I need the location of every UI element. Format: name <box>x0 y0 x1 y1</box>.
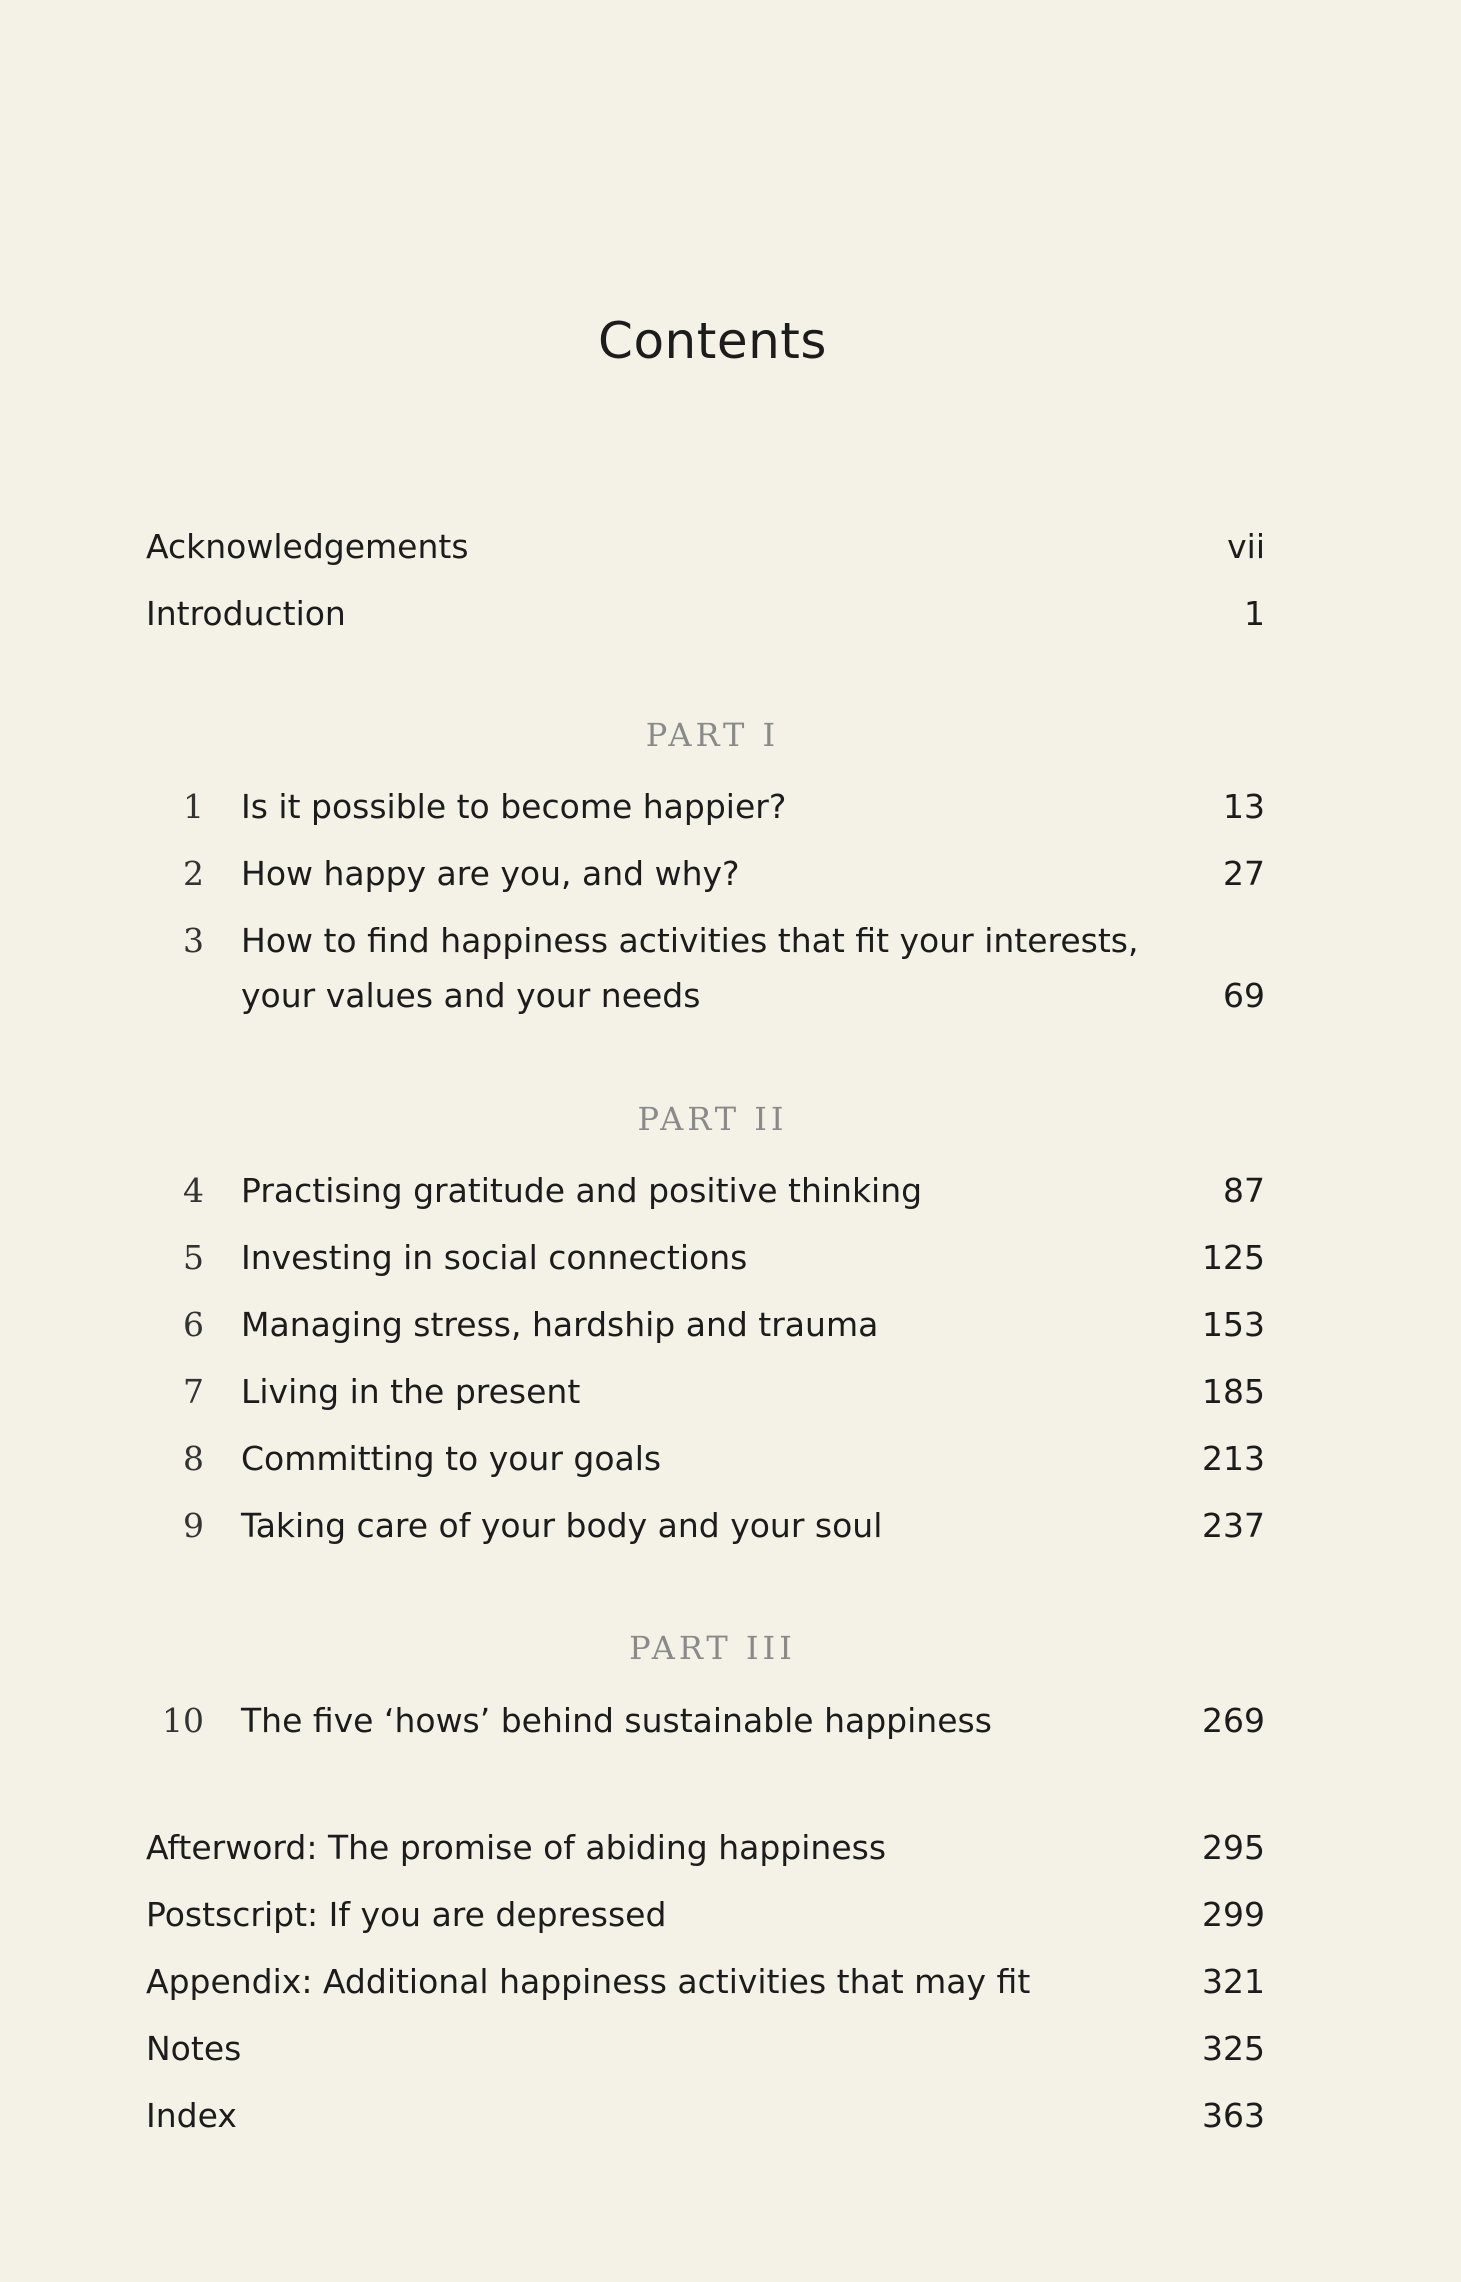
chapter-number: 3 <box>183 921 204 960</box>
toc-entry-introduction[interactable] <box>0 589 1461 639</box>
toc-entry-notes[interactable] <box>0 2024 1461 2074</box>
chapter-number: 2 <box>183 854 204 893</box>
toc-entry-label: Postscript: If you are depressed <box>146 1895 667 1934</box>
toc-entry-page: 325 <box>1202 2029 1265 2068</box>
toc-chapter-8[interactable] <box>0 1434 1461 1484</box>
chapter-title: Taking care of your body and your soul <box>241 1506 883 1545</box>
chapter-number: 5 <box>183 1238 204 1277</box>
part-heading-3: PART III <box>629 1629 796 1667</box>
toc-entry-postscript[interactable] <box>0 1890 1461 1940</box>
toc-entry-page: 363 <box>1202 2096 1265 2135</box>
toc-entry-label: Index <box>146 2096 237 2135</box>
toc-chapter-6[interactable] <box>0 1300 1461 1350</box>
toc-entry-label: Notes <box>146 2029 242 2068</box>
chapter-number: 9 <box>183 1506 204 1545</box>
chapter-number: 10 <box>162 1701 204 1740</box>
chapter-title: Is it possible to become happier? <box>241 787 787 826</box>
toc-entry-page: vii <box>1227 527 1265 566</box>
chapter-page: 213 <box>1202 1439 1265 1478</box>
chapter-page: 27 <box>1223 854 1265 893</box>
chapter-page: 153 <box>1202 1305 1265 1344</box>
toc-entry-page: 295 <box>1202 1828 1265 1867</box>
toc-entry-page: 299 <box>1202 1895 1265 1934</box>
chapter-number: 7 <box>183 1372 204 1411</box>
toc-chapter-3[interactable] <box>0 916 1461 966</box>
toc-entry-index[interactable] <box>0 2091 1461 2141</box>
toc-entry-label: Appendix: Additional happiness activities that may fit <box>146 1962 1031 2001</box>
page-title: Contents <box>598 312 827 370</box>
chapter-title: How happy are you, and why? <box>241 854 740 893</box>
toc-entry-acknowledgements[interactable] <box>0 522 1461 572</box>
chapter-number: 6 <box>183 1305 204 1344</box>
chapter-title-line-1: How to find happiness activities that fit your interests, <box>241 921 1139 960</box>
toc-chapter-9[interactable] <box>0 1501 1461 1551</box>
toc-entry-page: 321 <box>1202 1962 1265 2001</box>
chapter-page: 69 <box>1223 976 1265 1015</box>
chapter-page: 87 <box>1223 1171 1265 1210</box>
part-heading-2: PART II <box>637 1100 788 1138</box>
chapter-title: The five ‘hows’ behind sustainable happiness <box>241 1701 992 1740</box>
chapter-title: Committing to your goals <box>241 1439 662 1478</box>
toc-chapter-7[interactable] <box>0 1367 1461 1417</box>
toc-chapter-1[interactable] <box>0 782 1461 832</box>
chapter-page: 125 <box>1202 1238 1265 1277</box>
toc-entry-appendix[interactable] <box>0 1957 1461 2007</box>
chapter-title: Investing in social connections <box>241 1238 748 1277</box>
toc-chapter-2[interactable] <box>0 849 1461 899</box>
toc-chapter-10[interactable] <box>0 1696 1461 1746</box>
chapter-page: 237 <box>1202 1506 1265 1545</box>
chapter-number: 8 <box>183 1439 204 1478</box>
toc-entry-label: Acknowledgements <box>146 527 469 566</box>
toc-chapter-4[interactable] <box>0 1166 1461 1216</box>
chapter-number: 1 <box>183 787 204 826</box>
chapter-number: 4 <box>183 1171 204 1210</box>
chapter-title: Practising gratitude and positive thinking <box>241 1171 923 1210</box>
toc-chapter-5[interactable] <box>0 1233 1461 1283</box>
toc-chapter-3-continued[interactable] <box>0 971 1461 1021</box>
chapter-title: Managing stress, hardship and trauma <box>241 1305 879 1344</box>
toc-entry-page: 1 <box>1244 594 1265 633</box>
chapter-page: 269 <box>1202 1701 1265 1740</box>
chapter-page: 185 <box>1202 1372 1265 1411</box>
chapter-title: Living in the present <box>241 1372 581 1411</box>
toc-entry-label: Introduction <box>146 594 346 633</box>
chapter-page: 13 <box>1223 787 1265 826</box>
toc-entry-afterword[interactable] <box>0 1823 1461 1873</box>
part-heading-1: PART I <box>645 716 780 754</box>
toc-entry-label: Afterword: The promise of abiding happiness <box>146 1828 887 1867</box>
chapter-title-line-2: your values and your needs <box>241 976 701 1015</box>
